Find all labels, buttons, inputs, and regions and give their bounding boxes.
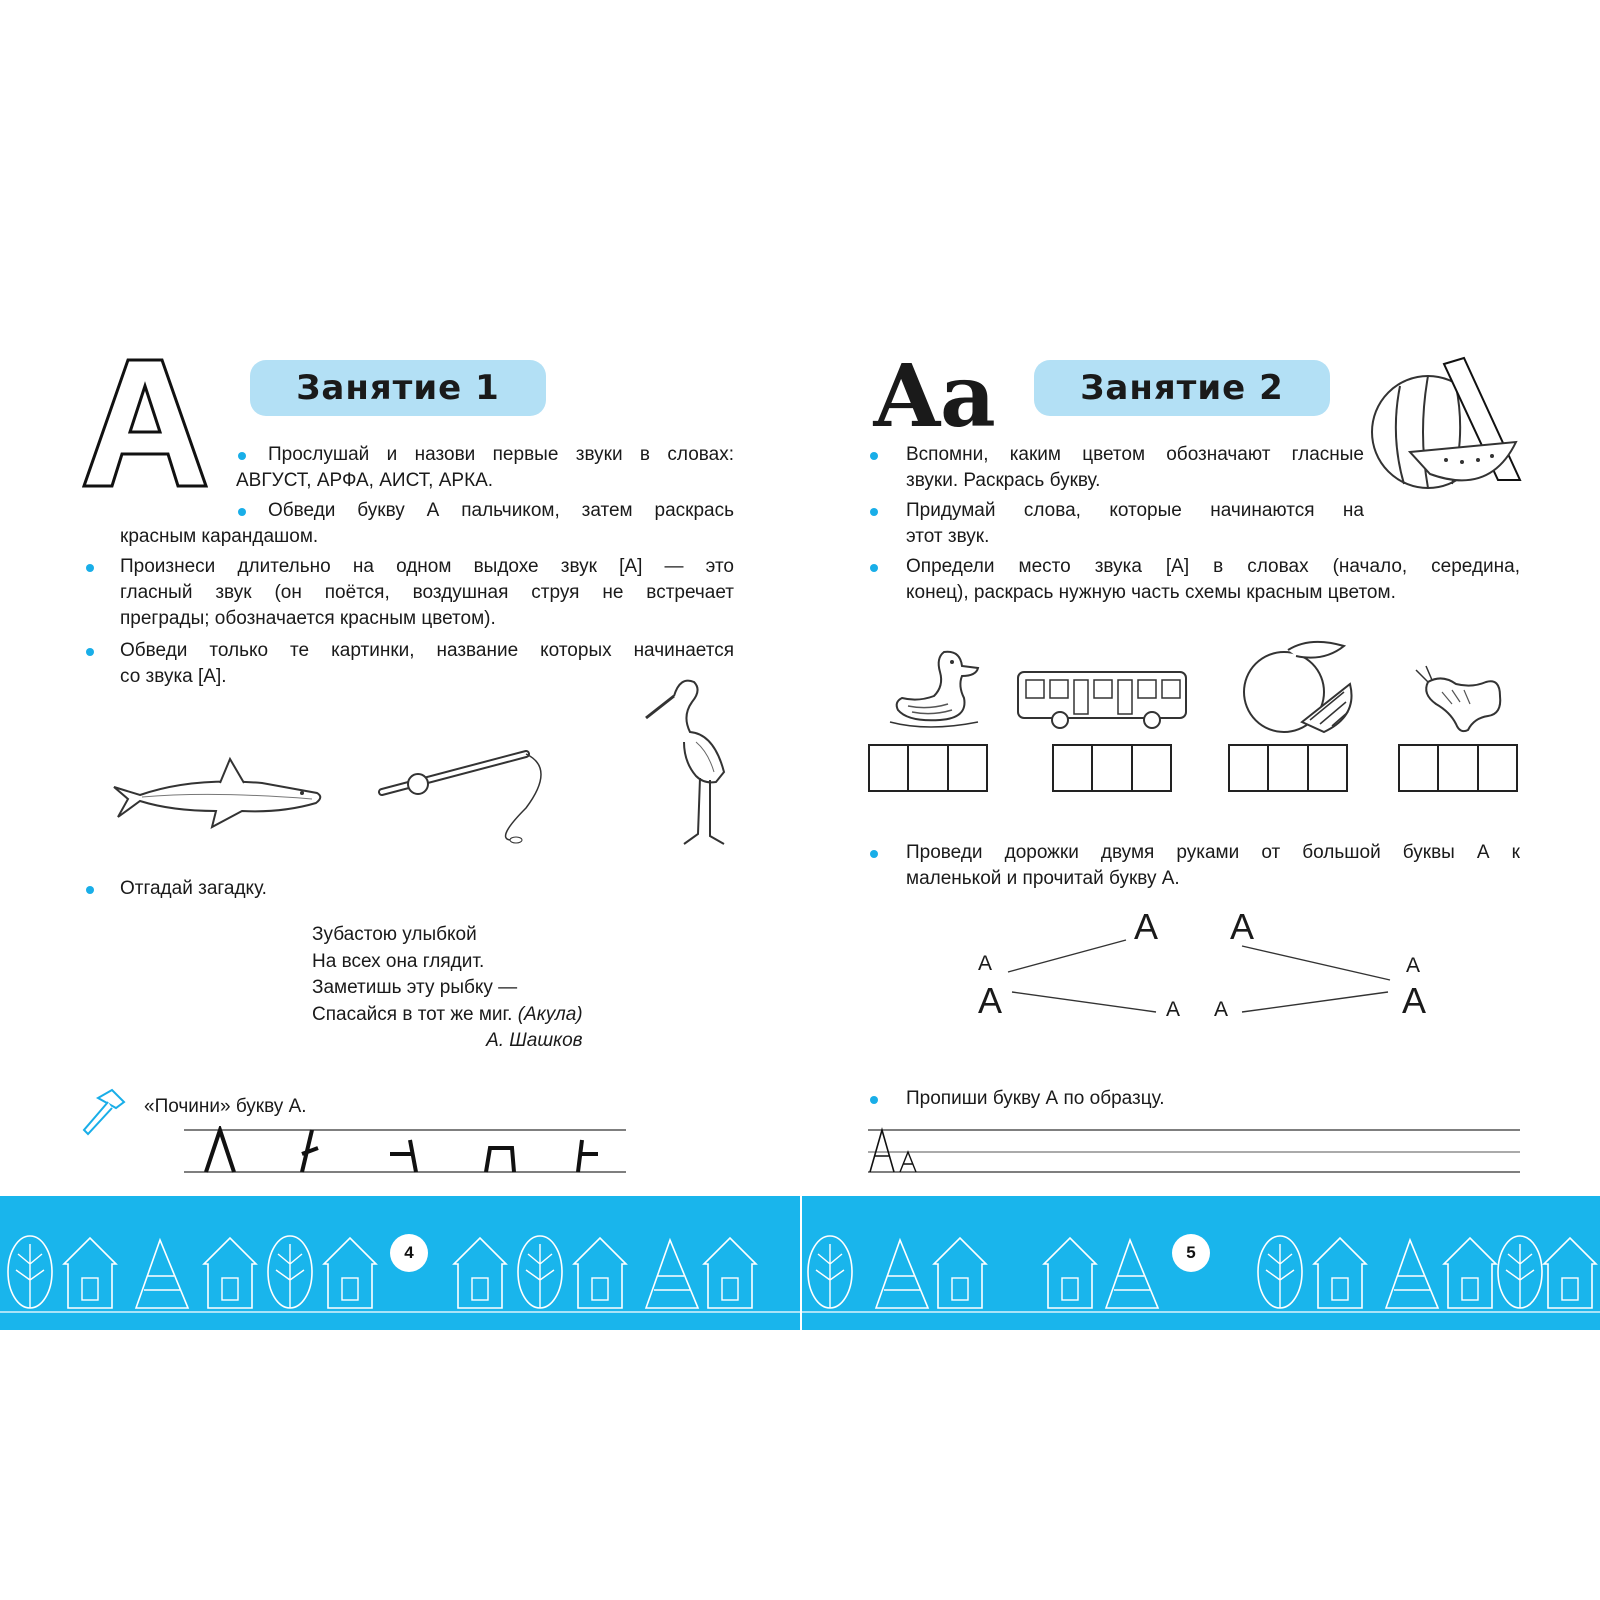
path-letter-small: А (1406, 954, 1421, 977)
bullet (870, 564, 878, 572)
lesson-title-1: Занятие 1 (250, 360, 546, 416)
bus-icon (1016, 668, 1190, 730)
task-remember-color: Вспомни, каким цветом обозначают гласные звуки. Раскрась букву. (906, 444, 1364, 491)
letters-aa: Аа (872, 346, 994, 447)
sound-scheme-4[interactable] (1398, 744, 1518, 792)
bullet (870, 508, 878, 516)
bullet (86, 564, 94, 572)
outline-letter-a-icon (82, 358, 208, 488)
orange-icon (1240, 636, 1356, 736)
sound-scheme-3[interactable] (1228, 744, 1348, 792)
riddle-author: А. Шашков (486, 1030, 583, 1051)
riddle-line: Спасайся в тот же миг. (Акула) (312, 1003, 583, 1025)
bullet (870, 452, 878, 460)
fishing-rod-icon (376, 748, 556, 848)
path-letter-small: А (978, 952, 993, 975)
task-riddle: Отгадай загадку. (120, 878, 267, 899)
task-pronounce-sound: Произнеси длительно на одном выдохе звук [А] — это гласный звук (он поётся, воздушная струя не встречает преграды; обозначается красным цветом). (120, 556, 734, 629)
path-letter-big: А (1134, 906, 1159, 947)
task-invent-words: Придумай слова, которые начинаются на этот звук. (906, 500, 1364, 547)
path-letter-small: А (1214, 998, 1229, 1021)
sound-scheme-2[interactable] (1052, 744, 1172, 792)
task-write-letter: Пропиши букву А по образцу. (906, 1088, 1165, 1109)
lesson-title-2: Занятие 2 (1034, 360, 1330, 416)
page-number-left: 4 (390, 1234, 428, 1272)
path-letter-big: А (978, 980, 1003, 1021)
riddle (312, 922, 583, 1055)
bullet (870, 850, 878, 858)
watermelon-letter-a-icon (1370, 356, 1522, 498)
bullet (870, 1096, 878, 1104)
task-listen-sounds: Прослушай и назови первые звуки в словах: АВГУСТ, АРФА, АИСТ, АРКА. (236, 444, 734, 491)
shark-icon (112, 755, 327, 835)
bullet (86, 886, 94, 894)
crayfish-icon (1412, 664, 1508, 736)
decorative-band (0, 1196, 1600, 1330)
path-letter-big: А (1230, 906, 1255, 947)
path-letter-small: А (1166, 998, 1181, 1021)
riddle-answer: (Акула) (517, 1003, 583, 1025)
task-trace-letter: Обведи букву А пальчиком, затем раскрась красным карандашом. (120, 500, 734, 547)
page-number-right: 5 (1172, 1234, 1210, 1272)
page-divider (800, 1196, 802, 1330)
task-sound-place: Определи место звука [А] в словах (начало, середина, конец), раскрась нужную часть схемы красным цветом. (906, 556, 1520, 603)
path-letter-big: А (1402, 980, 1427, 1021)
task-circle-pictures: Обведи только те картинки, название которых начинается со звука [А]. (120, 640, 734, 687)
sound-scheme-1[interactable] (868, 744, 988, 792)
task-fix-letter: «Почини» букву А. (144, 1096, 307, 1117)
riddle-line: Заметишь эту рыбку — (312, 977, 518, 998)
riddle-line: На всех она глядит. (312, 950, 485, 972)
task-draw-paths: Проведи дорожки двумя руками от большой буквы А к маленькой и прочитай букву А. (906, 842, 1520, 889)
fix-letter-rows (184, 1126, 626, 1176)
writing-lines (868, 1126, 1520, 1178)
stork-icon (644, 672, 740, 848)
bullet (86, 648, 94, 656)
letter-paths (960, 900, 1440, 1030)
riddle-line: Зубастою улыбкой (312, 924, 477, 945)
hammer-icon (80, 1088, 130, 1136)
duck-icon (888, 646, 984, 730)
